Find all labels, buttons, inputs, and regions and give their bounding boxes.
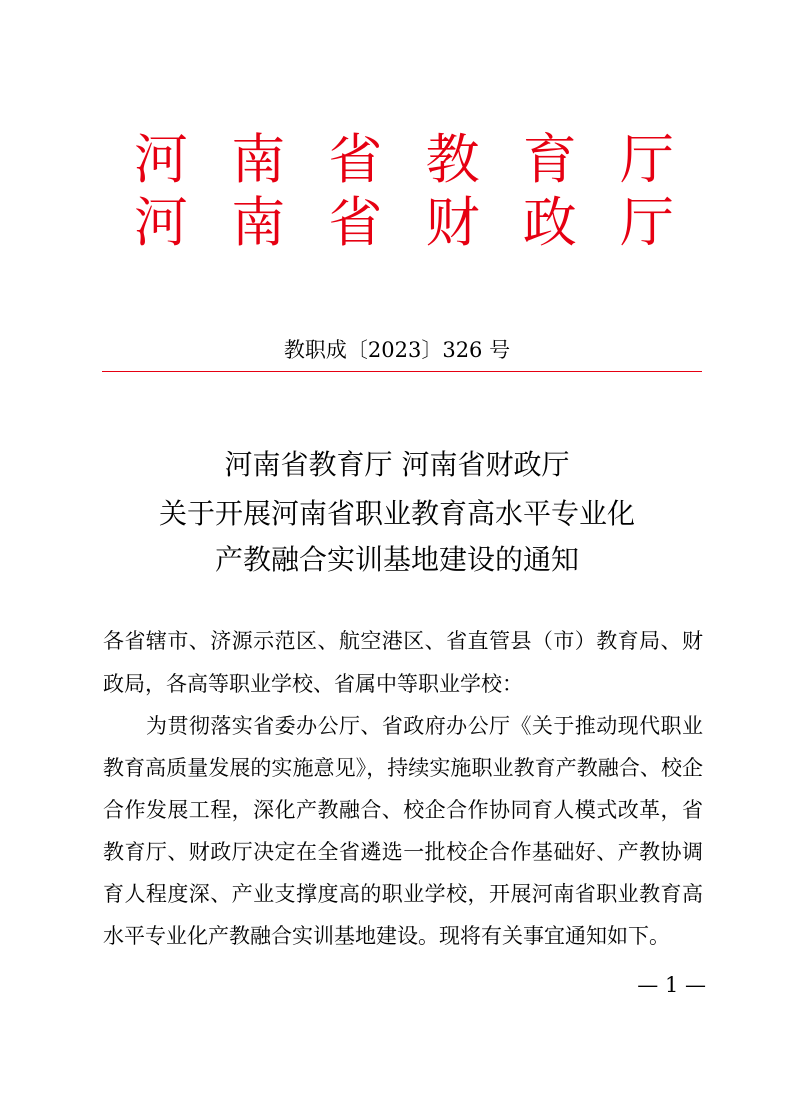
document-number: 教职成〔2023〕326 号 [283,338,511,362]
page-number: — 1 — [637,973,706,997]
body-line: 合作发展工程，深化产教融合、校企合作协同育人模式改革，省 [103,798,703,822]
header-char: 厅 [619,128,674,191]
red-divider [102,371,702,372]
issuer-header-line-2 [134,191,674,254]
header-char: 河 [134,191,188,254]
header-char: 育 [522,128,577,191]
header-char: 政 [522,191,577,254]
header-char: 南 [231,191,286,254]
body-line: 教育高质量发展的实施意见》，持续实施职业教育产教融合、校企 [103,756,703,780]
header-char: 省 [328,128,383,191]
body-line: 各省辖市、济源示范区、航空港区、省直管县（市）教育局、财 [103,629,703,653]
header-char: 教 [425,128,480,191]
header-char: 厅 [619,191,674,254]
body-line: 育人程度深、产业支撑度高的职业学校，开展河南省职业教育高 [103,882,703,906]
body-line: 教育厅、财政厅决定在全省遴选一批校企合作基础好、产教协调 [103,840,703,864]
header-char: 河 [134,128,188,191]
header-char: 财 [425,191,480,254]
header-char: 南 [231,128,286,191]
document-title-line-1: 河南省教育厅 河南省财政厅 [224,448,570,481]
document-title-line-2: 关于开展河南省职业教育高水平专业化 [158,497,635,530]
body-line: 为贯彻落实省委办公厅、省政府办公厅《关于推动现代职业 [146,714,703,738]
body-line: 政局，各高等职业学校、省属中等职业学校： [103,672,523,696]
body-line: 水平专业化产教融合实训基地建设。现将有关事宜通知如下。 [103,924,670,948]
document-title-line-3: 产教融合实训基地建设的通知 [214,543,579,576]
header-char: 省 [328,191,383,254]
issuer-header-line-1 [134,128,674,191]
